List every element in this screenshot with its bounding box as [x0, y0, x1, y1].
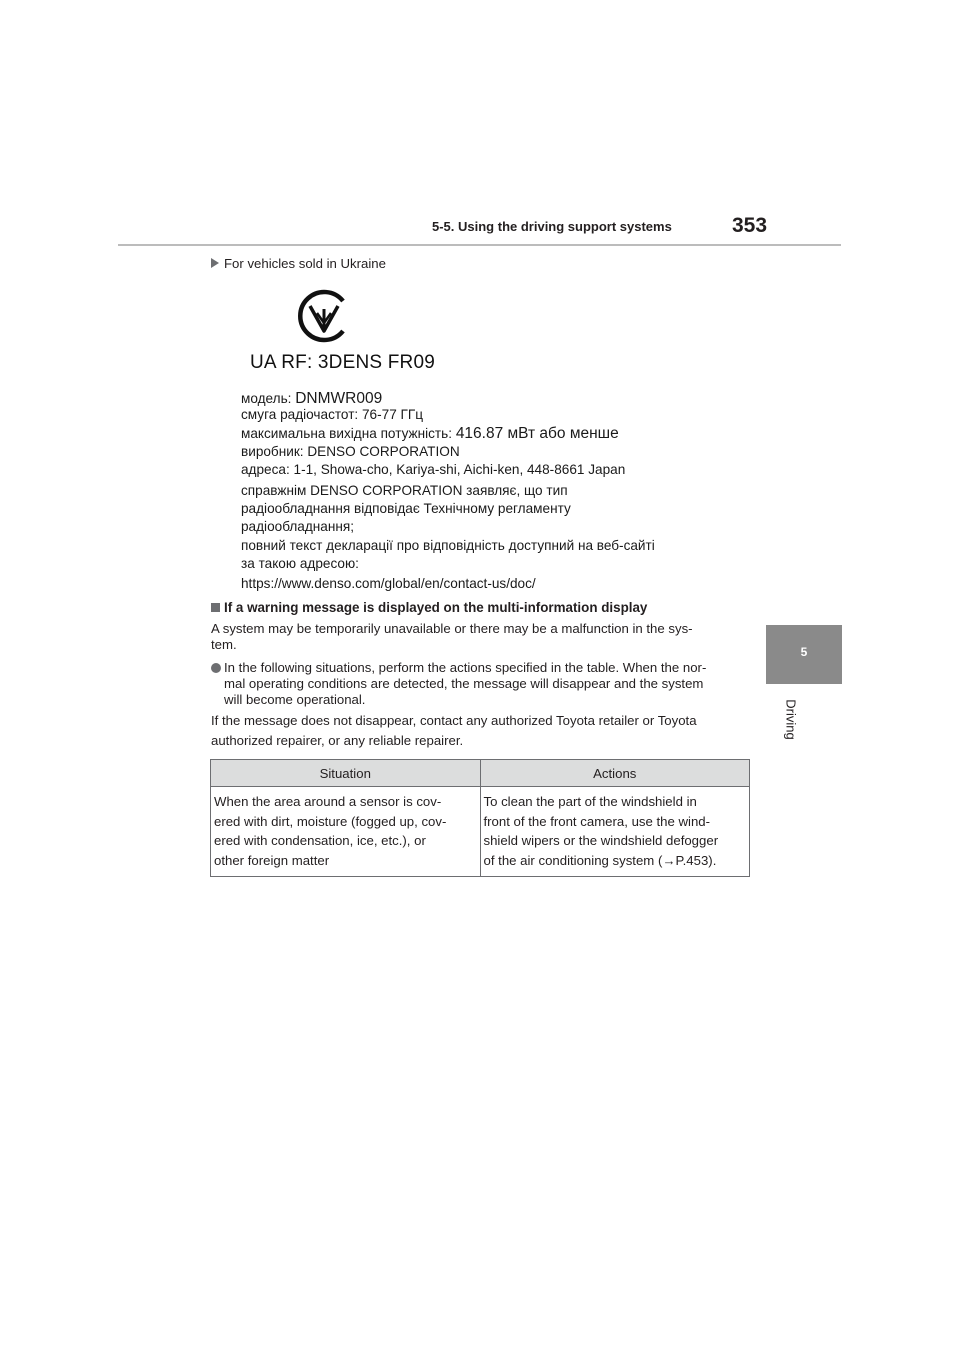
page-reference-link[interactable]: of the air conditioning system (→P.453). — [483, 852, 717, 868]
chapter-number: 5 — [800, 645, 808, 659]
cert-line: максимальна вихідна потужність: 416.87 мВт або менше — [241, 425, 619, 442]
cert-line: виробник: DENSO CORPORATION — [241, 444, 460, 459]
intro-line: tem. — [211, 637, 237, 652]
cert-line: смуга радіочастот: 76-77 ГГц — [241, 407, 424, 422]
ukraine-lead-text: For vehicles sold in Ukraine — [224, 256, 386, 271]
bullet-line: In the following situations, perform the actions specified in the table. When the nor- — [211, 660, 751, 676]
header-divider — [118, 244, 841, 246]
cert-line: справжнім DENSO CORPORATION заявляє, що тип — [241, 483, 568, 498]
after-line: authorized repairer, or any reliable repairer. — [211, 733, 464, 748]
after-line: If the message does not disappear, contact any authorized Toyota retailer or Toyota — [211, 713, 697, 728]
situation-actions-table — [210, 759, 750, 877]
bullet-line: mal operating conditions are detected, the message will disappear and the system — [224, 676, 704, 691]
table-row — [211, 787, 750, 877]
square-bullet-icon — [211, 603, 220, 612]
cert-line: модель: DNMWR009 — [241, 390, 383, 407]
ua-conformity-mark-icon — [297, 289, 351, 343]
table-header-situation: Situation — [211, 760, 481, 787]
cert-line: адреса: 1-1, Showa-cho, Kariya-shi, Aichi-ken, 448-8661 Japan — [241, 462, 626, 477]
ukraine-lead — [211, 256, 386, 272]
chapter-label — [785, 690, 801, 750]
ua-rf-code: UA RF: 3DENS FR09 — [250, 352, 436, 373]
section-title: 5-5. Using the driving support systems — [432, 219, 672, 234]
situation-cell: When the area around a sensor is cov- ered with dirt, moisture (fogged up, cov- ered with condensation, ice, etc.), or other foreign matter — [211, 787, 481, 877]
triangle-bullet-icon — [211, 258, 219, 268]
cert-line: повний текст декларації про відповідність доступний на веб-сайті — [241, 538, 655, 553]
intro-line: A system may be temporarily unavailable or there may be a malfunction in the sys- — [211, 621, 693, 636]
table-header-row — [211, 760, 750, 787]
bullet-line: will become operational. — [224, 692, 366, 707]
cert-line: за такою адресою: — [241, 556, 359, 571]
actions-cell: To clean the part of the windshield in front of the front camera, use the wind- shield wipers or the windshield defogger of the air conditioning system (→P.453). — [480, 787, 750, 877]
section-heading: If a warning message is displayed on the multi-information display — [211, 600, 647, 616]
bullet-item — [211, 660, 751, 708]
page-number: 353 — [732, 214, 768, 237]
cert-line: радіообладнання відповідає Технічному регламенту — [241, 501, 571, 516]
table-header-actions: Actions — [480, 760, 750, 787]
cert-line: радіообладнання; — [241, 519, 355, 534]
circle-bullet-icon — [211, 663, 221, 673]
cert-url: https://www.denso.com/global/en/contact-us/doc/ — [241, 576, 536, 591]
chapter-label-text: Driving — [783, 699, 799, 740]
